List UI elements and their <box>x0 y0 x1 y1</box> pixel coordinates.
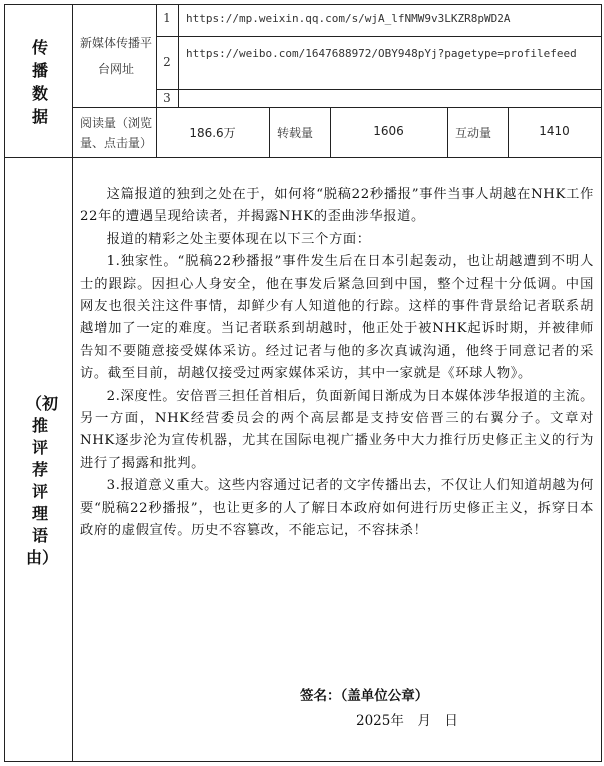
repost-count-value: 1606 <box>373 124 404 138</box>
table-border-left <box>4 4 5 762</box>
section-review-label: （初推评荐评理语由） <box>26 394 59 567</box>
platform-label: 新媒体传播平台网址 <box>80 36 153 76</box>
table-border-right <box>601 4 602 762</box>
row-number: 2 <box>163 55 171 69</box>
table-border-bottom <box>4 761 602 762</box>
section-divider <box>4 157 602 158</box>
review-paragraph: 2.深度性。安倍晋三担任首相后，负面新闻日渐成为日本媒体涉华报道的主流。另一方面，NHK经营委员会的两个高层都是支持安倍晋三的右翼分子。文章对NHK逐步沦为宣传机器，尤其在国际电视广播业务中大力推行历史修正主义的行为进行了揭露和批判。 <box>80 388 594 471</box>
review-paragraph: 3.报道意义重大。这些内容通过记者的文字传播出去，不仅让人们知道胡越为何要“脱稿22秒播报”，也让更多的人了解日本政府如何进行历史修正主义，拆穿日本政府的虚假宣传。历史不容篡改，不能忘记，不容抹杀！ <box>80 478 594 539</box>
interact-count-value: 1410 <box>539 124 570 138</box>
label-column-divider <box>72 4 73 762</box>
repost-count-label: 转载量 <box>277 126 314 140</box>
row-divider-2 <box>156 89 602 90</box>
row-number: 3 <box>163 91 171 105</box>
url-link[interactable]: https://mp.weixin.qq.com/s/wjA_lfNMW9v3LKZR8pWD2A <box>186 12 511 25</box>
read-count-label: 阅读量（浏览量、点击量） <box>80 116 153 150</box>
review-body <box>80 184 594 543</box>
review-paragraph: 1.独家性。“脱稿22秒播报”事件发生后在日本引起轰动，也让胡越遭到不明人士的跟踪。因担心人身安全，他在事发后紧急回到中国，整个过程十分低调。中国网友也很关注这件事情，却鲜少有人知道他的行踪。这样的事件背景给记者联系胡越增加了一定的难度。当记者联系到胡越时，他正处于被NHK起诉时期，并被律师告知不要随意接受媒体采访。经过记者与他的多次真诚沟通，他终于同意记者的采访。截至目前，胡越仅接受过两家媒体采访，其中一家就是《环球人物》。 <box>80 254 594 382</box>
url-link[interactable]: https://weibo.com/1647688972/OBY948pYj?pagetype=profilefeed <box>186 47 577 60</box>
section-spread-label: 传播数据 <box>31 38 48 126</box>
num-divider <box>178 4 179 107</box>
row-divider-1 <box>156 36 602 37</box>
row-number: 1 <box>163 11 171 25</box>
stats-divider <box>72 107 602 108</box>
read-count-value: 186.6万 <box>189 126 236 140</box>
signature-line: 签名：（盖单位公章） <box>300 688 429 704</box>
review-paragraph: 这篇报道的独到之处在于，如何将“脱稿22秒播报”事件当事人胡越在NHK工作22年的遭遇呈现给读者，并揭露NHK的歪曲涉华报道。 <box>80 187 594 225</box>
review-paragraph: 报道的精彩之处主要体现在以下三个方面： <box>106 231 371 247</box>
interact-count-label: 互动量 <box>455 126 492 140</box>
table-border-top <box>4 4 602 5</box>
stat-col-2 <box>269 107 270 157</box>
date-line: 2025年 月 日 <box>356 713 458 729</box>
stat-col-4 <box>447 107 448 157</box>
